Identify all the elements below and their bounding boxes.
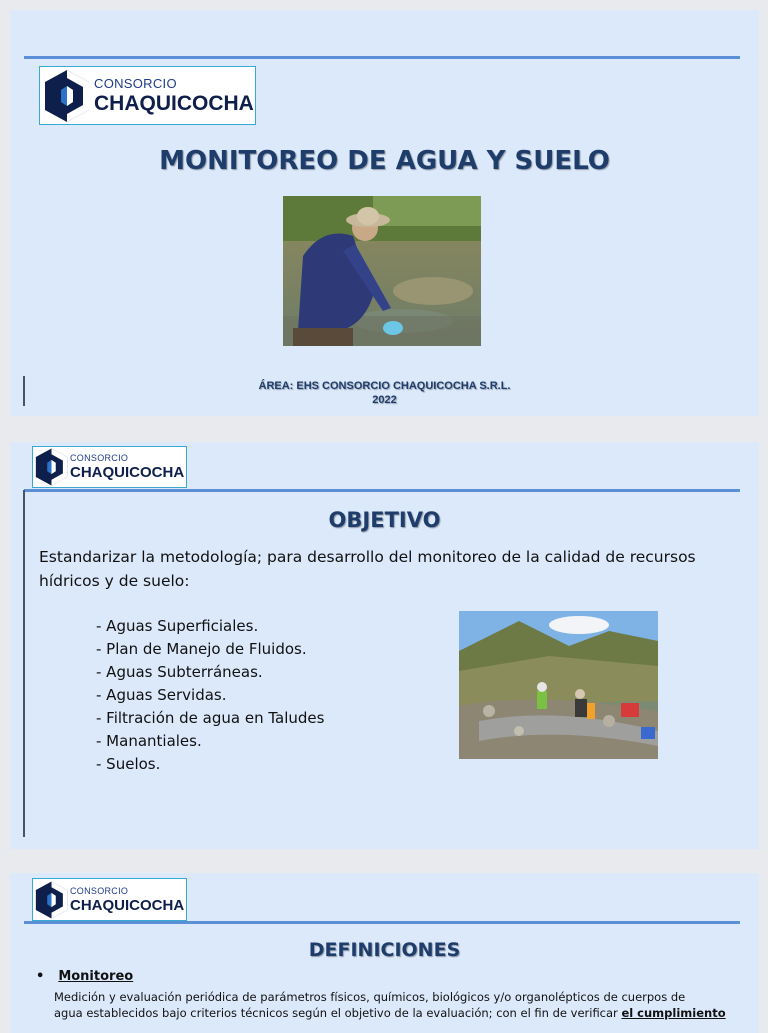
year-line: 2022 — [372, 394, 397, 406]
stream-image — [459, 611, 658, 759]
hexagon-logo-icon — [33, 447, 70, 487]
list-item: - Aguas Superficiales. — [96, 617, 259, 635]
list-item: - Suelos. — [96, 755, 161, 773]
header-rule — [24, 56, 740, 59]
hexagon-logo-icon — [41, 68, 93, 124]
logo-small-text: CONSORCIO — [70, 885, 129, 896]
definition-body — [54, 989, 736, 1021]
side-rule — [23, 490, 25, 837]
logo-small-text: CONSORCIO — [70, 453, 129, 463]
list-item: - Manantiales. — [96, 732, 202, 750]
stream-sampling-photo — [459, 611, 658, 759]
hexagon-logo-icon — [33, 880, 70, 920]
body-emphasis: el cumplimiento — [621, 1006, 726, 1020]
definiciones-heading: DEFINICIONES — [308, 939, 461, 961]
objetivo-intro — [39, 545, 729, 593]
body-line-1: Medición y evaluación periódica de parámetros físicos, químicos, biológicos y/o organolépticos de cuerpos de — [54, 990, 686, 1004]
water-sampling-image — [283, 196, 481, 346]
intro-line-1: Estandarizar la metodología; para desarrollo del monitoreo de la calidad de recursos — [39, 548, 696, 566]
list-item: - Plan de Manejo de Fluidos. — [96, 640, 307, 658]
bullet-glyph: • — [36, 969, 45, 984]
header-rule — [24, 921, 740, 924]
header-rule — [24, 489, 740, 492]
field-sampling-photo — [283, 196, 481, 346]
company-logo — [32, 878, 187, 921]
slide-title — [10, 10, 759, 416]
slide-definiciones — [10, 873, 759, 1033]
logo-big-text: CHAQUICOCHA — [94, 92, 254, 115]
slide-title-heading: MONITOREO DE AGUA Y SUELO — [159, 146, 610, 176]
definition-term — [36, 969, 133, 984]
logo-big-text: CHAQUICOCHA — [70, 896, 185, 914]
body-line-2: agua establecidos bajo criterios técnicos según el objetivo de la evaluación; con el fin de verificar — [54, 1006, 618, 1020]
company-logo — [39, 66, 256, 125]
list-item: - Aguas Subterráneas. — [96, 663, 263, 681]
slide-objetivo — [10, 442, 759, 849]
objetivo-heading: OBJETIVO — [328, 508, 441, 532]
intro-line-2: hídricos y de suelo: — [39, 572, 190, 590]
area-line: ÁREA: EHS CONSORCIO CHAQUICOCHA S.R.L. — [258, 380, 511, 392]
logo-small-text: CONSORCIO — [94, 76, 177, 91]
logo-big-text: CHAQUICOCHA — [70, 464, 185, 481]
resource-list — [96, 615, 324, 776]
list-item: - Filtración de agua en Taludes — [96, 709, 325, 727]
term-monitoreo: Monitoreo — [58, 969, 134, 984]
list-item: - Aguas Servidas. — [96, 686, 227, 704]
company-logo — [32, 446, 187, 488]
